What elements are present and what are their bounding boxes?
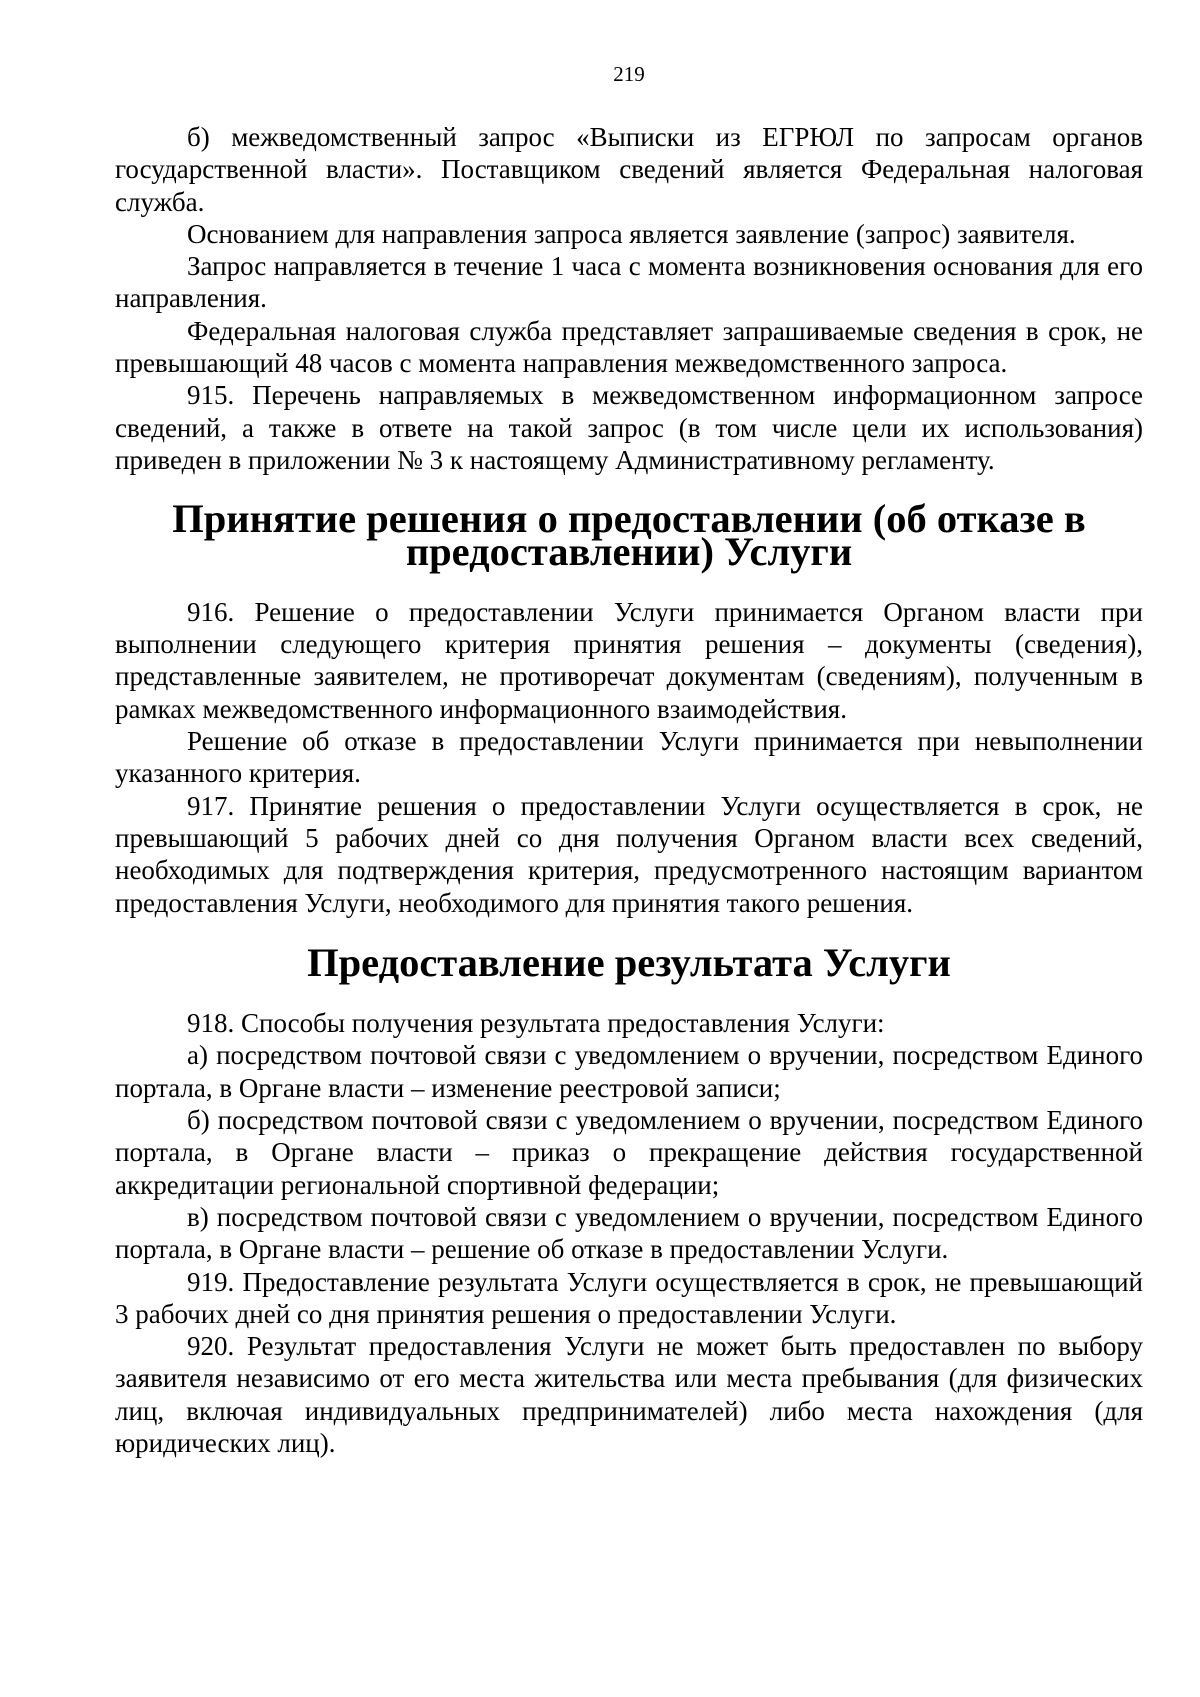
document-page bbox=[115, 62, 1143, 1459]
paragraph-916: 916. Решение о предоставлении Услуги принимается Органом власти при выполнении следующего критерия принятия решения – документы (сведения), представленные заявителем, не противоречат документам (сведениям), полученным в рамках межведомственного информационного взаимодействия. bbox=[115, 596, 1143, 724]
paragraph-918-c: в) посредством почтовой связи с уведомлением о вручении, посредством Единого портала, в Органе власти – решение об отказе в предоставлении Услуги. bbox=[115, 1201, 1143, 1265]
page-number: 219 bbox=[613, 62, 645, 86]
section-intro bbox=[115, 121, 1143, 476]
paragraph-919: 919. Предоставление результата Услуги осуществляется в срок, не превышающий 3 рабочих дней со дня принятия решения о предоставлении Услуги. bbox=[115, 1266, 1143, 1329]
paragraph-request-basis: Основанием для направления запроса является заявление (запрос) заявителя. bbox=[187, 218, 1076, 249]
paragraph-918: 918. Способы получения результата предоставления Услуги: bbox=[187, 1008, 885, 1039]
paragraph-request-timing: Запрос направляется в течение 1 часа с момента возникновения основания для его направления. bbox=[115, 251, 1143, 314]
paragraph-915: 915. Перечень направляемых в межведомственном информационном запросе сведений, а также в ответе на такой запрос (в том числе цели их использования) приведен в приложении № 3 к настоящему Административному регламенту. bbox=[115, 380, 1143, 475]
heading-result: Предоставление результата Услуги bbox=[307, 939, 951, 985]
paragraph-fns-response: Федеральная налоговая служба представляет запрашиваемые сведения в срок, не превышающий 48 часов с момента направления межведомственного запроса. bbox=[115, 315, 1143, 379]
section-result bbox=[115, 1007, 1143, 1459]
section-decision bbox=[115, 596, 1143, 919]
paragraph-917: 917. Принятие решения о предоставлении Услуги осуществляется в срок, не превышающий 5 рабочих дней со дня получения Органом власти всех сведений, необходимых для подтверждения критерия, предусмотренного настоящим вариантом предоставления Услуги, необходимого для принятия такого решения. bbox=[115, 790, 1143, 918]
paragraph-b-egrul-request: б) межведомственный запрос «Выписки из ЕГРЮЛ по запросам органов государственной власти». Поставщиком сведений является Федеральная налоговая служба. bbox=[115, 122, 1143, 217]
heading-decision: Принятие решения о предоставлении (об отказе в предоставлении) Услуги bbox=[172, 496, 1086, 574]
paragraph-920: 920. Результат предоставления Услуги не может быть предоставлен по выбору заявителя независимо от его места жительства или места пребывания (для физических лиц, включая индивидуальных предпринимателей) либо места нахождения (для юридических лиц). bbox=[115, 1331, 1143, 1458]
paragraph-918-b: б) посредством почтовой связи с уведомлением о вручении, посредством Единого портала, в Органе власти – приказ о прекращение действия государственной аккредитации региональной спортивной федерации; bbox=[115, 1105, 1143, 1200]
paragraph-refusal-decision: Решение об отказе в предоставлении Услуги принимается при невыполнении указанного критерия. bbox=[115, 726, 1143, 789]
paragraph-918-a: а) посредством почтовой связи с уведомлением о вручении, посредством Единого портала, в Органе власти – изменение реестровой записи; bbox=[115, 1040, 1143, 1103]
